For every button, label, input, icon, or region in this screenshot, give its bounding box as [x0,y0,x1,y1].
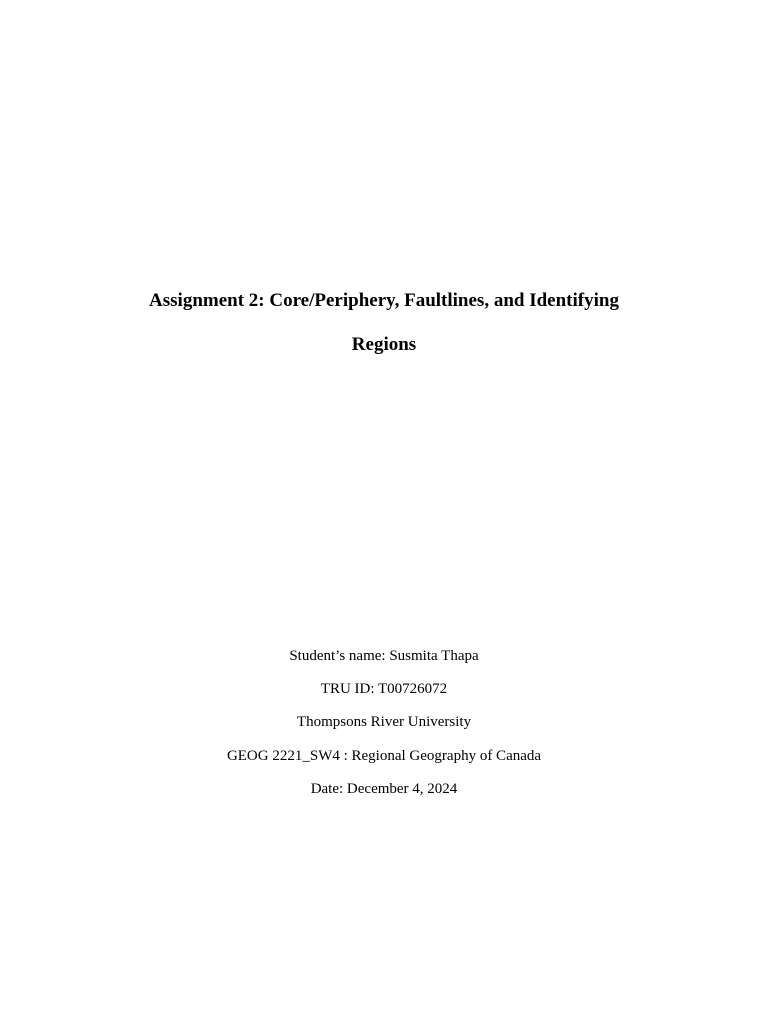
course-name: GEOG 2221_SW4 : Regional Geography of Canada [226,748,542,764]
title-line-1: Assignment 2: Core/Periphery, Faultlines, and Identifying [149,290,619,311]
student-id: TRU ID: T00726072 [320,681,448,697]
submission-date: Date: December 4, 2024 [310,781,458,797]
university-name: Thompsons River University [296,714,472,730]
student-name: Student’s name: Susmita Thapa [289,648,479,664]
title-line-2: Regions [351,334,417,355]
